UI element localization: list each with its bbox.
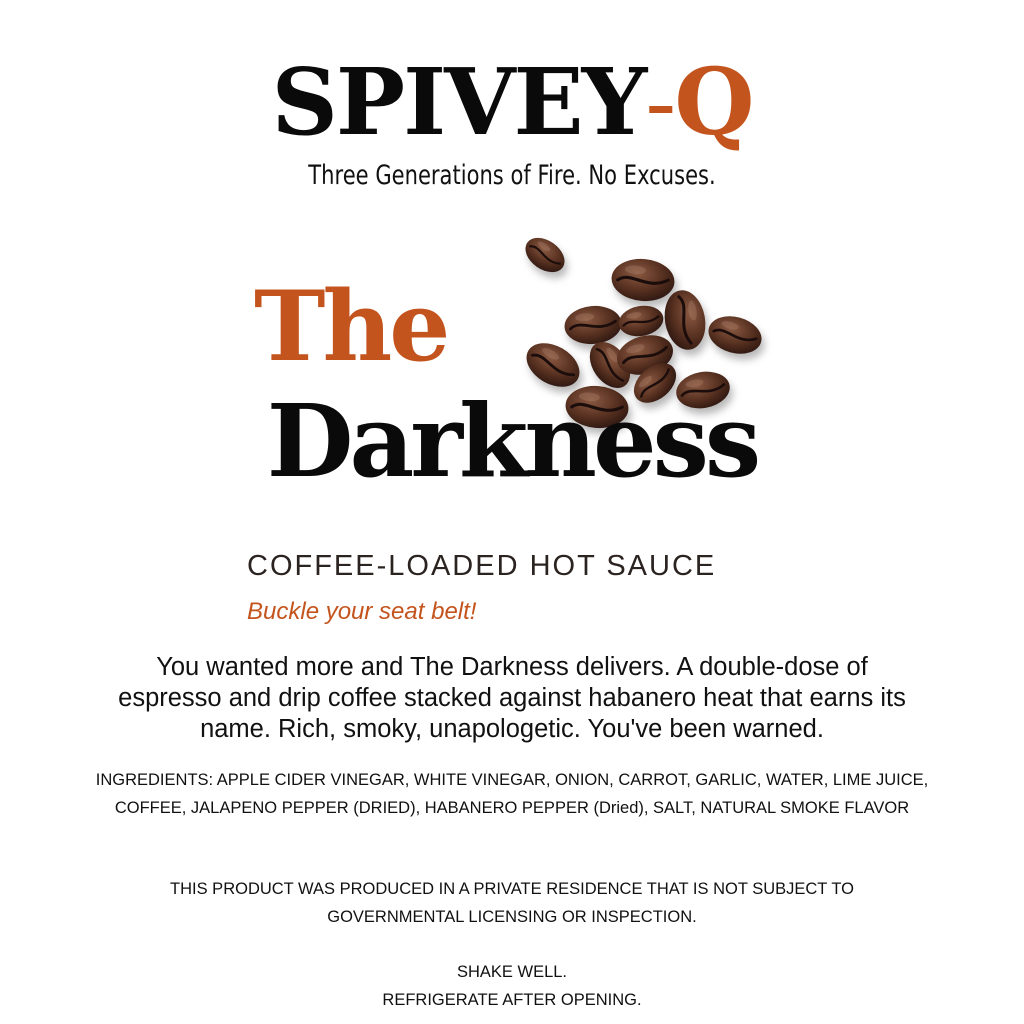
product-title-darkness: Darkness [266, 382, 758, 500]
storage-refrigerate: REFRIGERATE AFTER OPENING. [382, 991, 642, 1009]
brand-name: SPIVEY [271, 48, 646, 156]
brand-tagline: Three Generations of Fire. No Excuses. [308, 160, 716, 191]
residence-notice: THIS PRODUCT WAS PRODUCED IN A PRIVATE RESIDENCE THAT IS NOT SUBJECT TO GOVERNMENTAL LICENSING OR INSPECTION. [170, 880, 854, 926]
product-title-the: The [254, 270, 448, 383]
product-slogan: Buckle your seat belt! [247, 598, 477, 625]
brand-letter: Q [674, 48, 753, 156]
ingredients-list: INGREDIENTS: APPLE CIDER VINEGAR, WHITE VINEGAR, ONION, CARROT, GARLIC, WATER, LIME JUICE, COFFEE, JALAPENO PEPPER (DRIED), HABANERO PEPPER (Dried), SALT, NATURAL SMOKE FLAVOR [95, 771, 929, 817]
storage-instructions [92, 958, 932, 1014]
product-description: You wanted more and The Darkness delivers. A double-dose of espresso and drip coffee stacked against habanero heat that earns its name. Rich, smoky, unapologetic. You've been warned. [118, 653, 906, 743]
product-subtitle: COFFEE-LOADED HOT SAUCE [247, 550, 717, 582]
storage-shake: SHAKE WELL. [456, 963, 568, 981]
brand-dash: - [645, 49, 675, 156]
brand-logo [0, 48, 1024, 156]
